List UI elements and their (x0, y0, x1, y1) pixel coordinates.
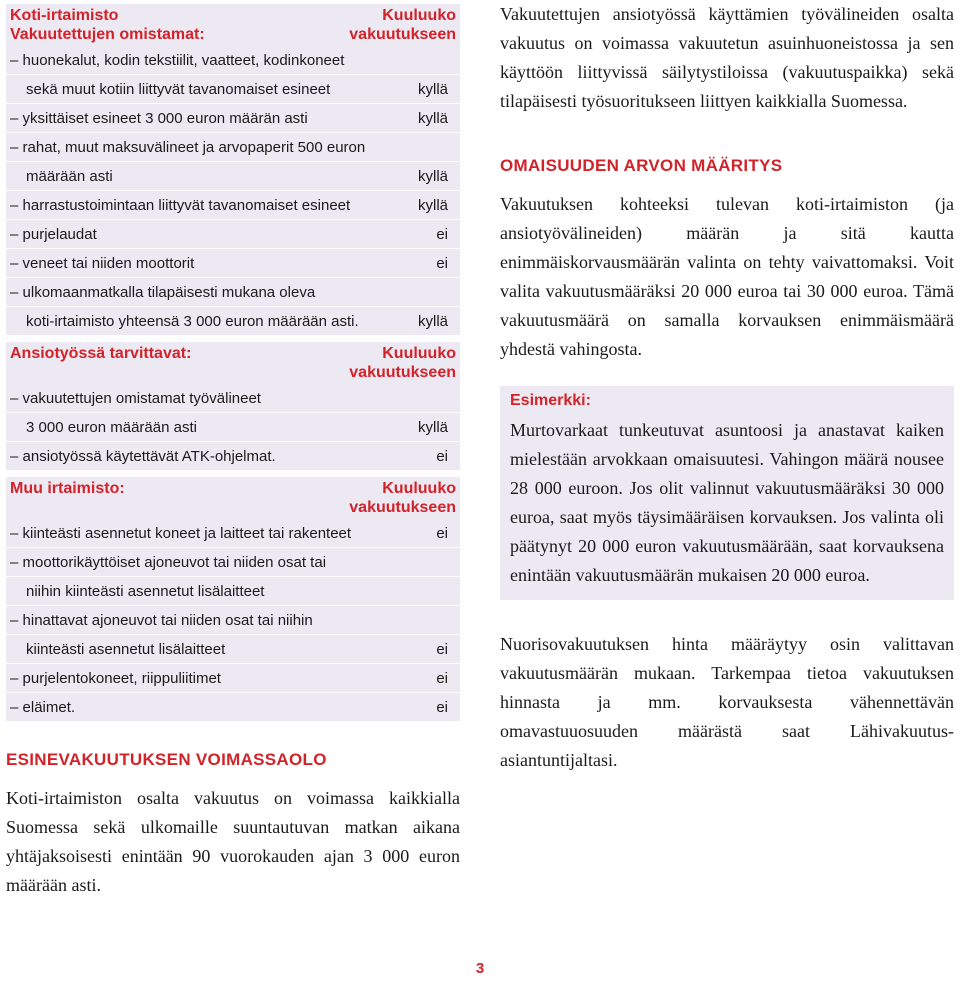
table-row (6, 162, 460, 191)
table-row (6, 278, 460, 307)
row-text: niihin kiinteästi asennetut lisälaitteet (26, 582, 265, 600)
row-value: kyllä (417, 418, 448, 436)
row-value: kyllä (417, 196, 448, 214)
right-intro: Vakuutettujen ansiotyössä käyttämien työvälineiden osalta vakuutus on voimassa vakuutetun asuinhuoneistossa ja sen käyttöön liittyvissä säilytystiloissa (vakuutuspaikka) sekä tilapäisesti työsuoritukseen liittyen kaikkialla Suomessa. (500, 4, 954, 111)
valuation-body: Vakuutuksen kohteeksi tulevan koti-irtaimiston (ja ansiotyövälineiden) määrän ja sitä kautta enimmäiskorvausmäärän valinta on tehty vaivattomaksi. Voit valita vakuutusmääräksi 20 000 euroa tai 30 000 euroa. Tämä vakuutusmäärä on samalla korvauksen enimmäismäärä yhdestä vahingosta. (500, 194, 954, 359)
row-value: ei (436, 524, 448, 542)
table-row (6, 249, 460, 278)
table-row (6, 413, 460, 442)
row-text: – hinattavat ajoneuvot tai niiden osat tai niihin (10, 612, 313, 629)
pricing-text: Nuorisovakuutuksen hinta määräytyy osin valittavan vakuutusmäärän mukaan. Tarkempaa tietoa vakuutuksen hinnasta ja mm. korvauksesta vähennettävän omavastuuosuuden määrästä saat Lähivakuutus-asiantuntijaltasi. (500, 634, 954, 770)
work-property-table (6, 342, 460, 471)
row-text: sekä muut kotiin liittyvät tavanomaiset esineet (26, 80, 331, 98)
coverage-heading: Kuuluuko vakuutukseen (349, 480, 456, 516)
row-text: – veneet tai niiden moottorit (10, 255, 194, 272)
left-column (6, 4, 460, 900)
example-box (500, 386, 954, 600)
coverage-heading: Kuuluuko vakuutukseen (349, 7, 456, 43)
row-text: – vakuutettujen omistamat työvälineet (10, 390, 261, 407)
other-property-title: Muu irtaimisto: (10, 480, 125, 497)
row-text: – yksittäiset esineet 3 000 euron määrän asti (10, 110, 308, 127)
page-number: 3 (475, 960, 485, 977)
table-row (6, 133, 460, 162)
table-row (6, 75, 460, 104)
row-text: – purjelaudat (10, 226, 97, 243)
row-value: ei (436, 225, 448, 243)
home-property-rows (6, 46, 460, 336)
table-row (6, 442, 460, 471)
table-row (6, 307, 460, 336)
example-title: Esimerkki: (510, 392, 591, 409)
row-value: kyllä (417, 312, 448, 330)
row-value: kyllä (417, 167, 448, 185)
example-body: Murtovarkaat tunkeutuvat asuntoosi ja anastavat kaiken mielestään arvokkaan omaisuutesi. Vahingon määrä nousee 28 000 euroon. Jos olit valinnut vakuutusmääräksi 30 000 euroa, saat myös täysimääräisen korvauksen. Jos valinta oli päätynyt 20 000 euron vakuutusmäärään, saat korvauksena enintään vakuutusmäärän mukaisen 20 000 euroa. (510, 420, 944, 585)
table-row (6, 220, 460, 249)
table-row (6, 46, 460, 75)
right-column (500, 0, 954, 775)
table-row (6, 548, 460, 577)
row-value: ei (436, 669, 448, 687)
home-property-table (6, 4, 460, 336)
row-value: ei (436, 640, 448, 658)
row-text: – ansiotyössä käytettävät ATK-ohjelmat. (10, 448, 276, 465)
row-value: ei (436, 698, 448, 716)
row-text: – huonekalut, kodin tekstiilit, vaatteet, kodinkoneet (10, 52, 344, 69)
table-row (6, 577, 460, 606)
table-row (6, 519, 460, 548)
validity-title: ESINEVAKUUTUKSEN VOIMASSAOLO (6, 750, 327, 769)
home-property-subtitle: Vakuutettujen omistamat: (10, 26, 205, 43)
row-text: – kiinteästi asennetut koneet ja laitteet tai rakenteet (10, 525, 351, 542)
table-row (6, 693, 460, 722)
row-text: määrään asti (26, 167, 113, 185)
coverage-heading: Kuuluuko vakuutukseen (349, 345, 456, 381)
other-property-rows (6, 519, 460, 722)
row-value: ei (436, 254, 448, 272)
work-property-rows (6, 384, 460, 471)
table-row (6, 104, 460, 133)
row-text: – eläimet. (10, 699, 75, 716)
table-row (6, 664, 460, 693)
valuation-title: OMAISUUDEN ARVON MÄÄRITYS (500, 156, 783, 175)
table-row (6, 635, 460, 664)
table-row (6, 384, 460, 413)
work-property-title: Ansiotyössä tarvittavat: (10, 345, 192, 362)
row-text: – moottorikäyttöiset ajoneuvot tai niiden osat tai (10, 554, 326, 571)
row-text: kiinteästi asennetut lisälaitteet (26, 640, 226, 658)
row-value: ei (436, 447, 448, 465)
validity-body: Koti-irtaimiston osalta vakuutus on voimassa kaikkialla Suomessa sekä ulkomaille suuntautuvan matkan aikana yhtäjaksoisesti enintään 90 vuorokauden ajan 3 000 euron määrään asti. (6, 788, 460, 895)
work-property-header (6, 342, 460, 384)
row-text: 3 000 euron määrään asti (26, 418, 197, 436)
table-row (6, 606, 460, 635)
row-text: – rahat, muut maksuvälineet ja arvopaperit 500 euron (10, 139, 365, 156)
home-property-header (6, 4, 460, 46)
row-text: – purjelentokoneet, riippuliitimet (10, 670, 221, 687)
row-text: koti-irtaimisto yhteensä 3 000 euron määrään asti. (26, 312, 359, 330)
home-property-title: Koti-irtaimisto (10, 7, 119, 24)
table-row (6, 191, 460, 220)
row-text: – ulkomaanmatkalla tilapäisesti mukana oleva (10, 284, 315, 301)
other-property-header (6, 477, 460, 519)
row-value: kyllä (417, 80, 448, 98)
row-value: kyllä (417, 109, 448, 127)
row-text: – harrastustoimintaan liittyvät tavanomaiset esineet (10, 197, 350, 214)
other-property-table (6, 477, 460, 722)
